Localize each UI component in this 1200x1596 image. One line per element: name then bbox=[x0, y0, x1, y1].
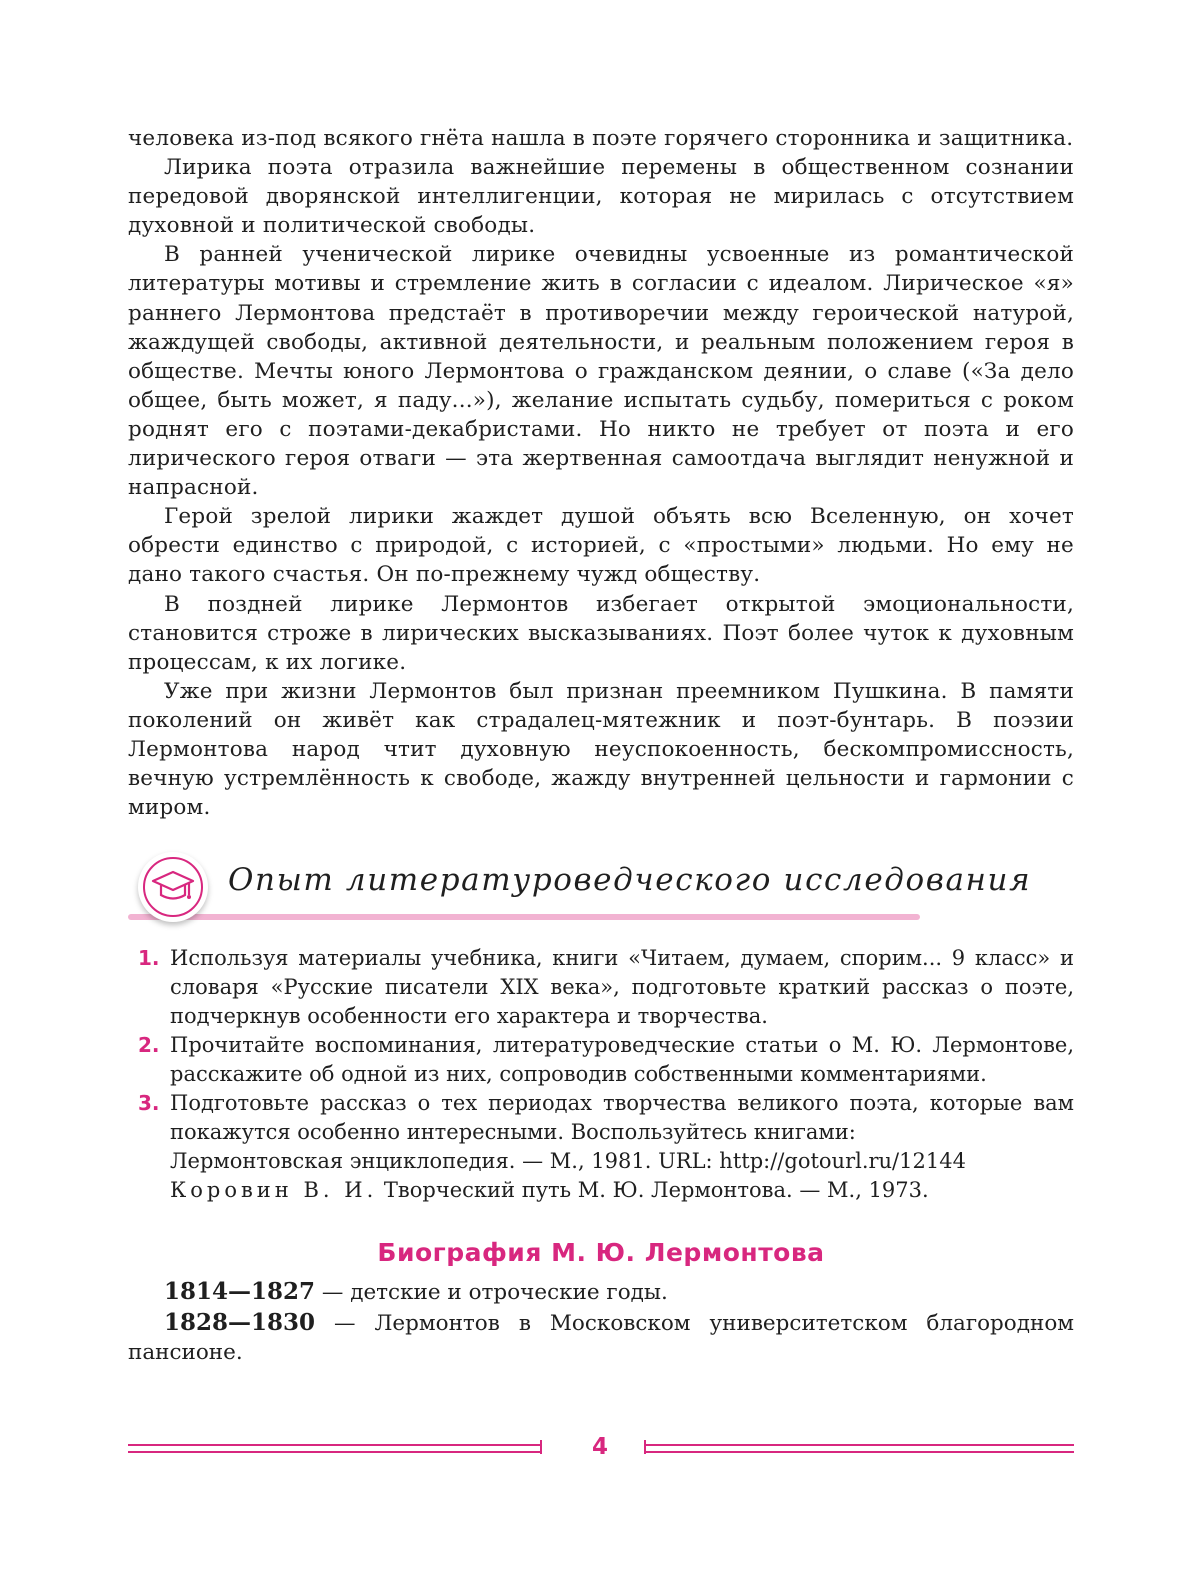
task-item bbox=[128, 1089, 1074, 1205]
task-text: Прочитайте воспоминания, литературоведческие статьи о М. Ю. Лермонтове, расскажите об одной из них, сопроводив собственными комментариями. bbox=[170, 1032, 1074, 1086]
page-content bbox=[128, 124, 1074, 1367]
reference-author: Коровин В. И. bbox=[170, 1177, 378, 1202]
task-number: 1. bbox=[138, 946, 160, 971]
biography-heading: Биография М. Ю. Лермонтова bbox=[377, 1238, 825, 1268]
task-number: 2. bbox=[138, 1032, 160, 1057]
paragraph: человека из-под всякого гнёта нашла в поэте горячего сторонника и защитника. bbox=[128, 126, 1074, 151]
task-number: 3. bbox=[138, 1090, 160, 1115]
paragraph: Герой зрелой лирики жаждет душой объять всю Вселенную, он хочет обрести единство с природой, с историей, с «простыми» людьми. Но ему не дано такого счастья. Он по-прежнему чужд обществу. bbox=[128, 504, 1074, 588]
entry-text: — Лермонтов в Московском университетском благородном пансионе. bbox=[128, 1310, 1074, 1365]
task-text: Используя материалы учебника, книги «Читаем, думаем, спорим... 9 класс» и словаря «Русские писатели XIX века», подготовьте краткий рассказ о поэте, подчеркнув особенности его характера и творчества. bbox=[170, 946, 1074, 1029]
paragraph: В поздней лирике Лермонтов избегает открытой эмоциональности, становится строже в лирических высказываниях. Поэт более чуток к духовным процессам, к их логике. bbox=[128, 591, 1074, 675]
entry-date: 1814—1827 bbox=[164, 1278, 316, 1306]
task-text: Подготовьте рассказ о тех периодах творчества великого поэта, которые вам покажутся особенно интересными. Воспользуйтесь книгами: bbox=[170, 1090, 1074, 1144]
footer-rule-left bbox=[128, 1444, 540, 1453]
page-footer bbox=[128, 1436, 1074, 1466]
section-title: Опыт литературоведческого исследования bbox=[228, 862, 1032, 899]
entry-text: — детские и отроческие годы. bbox=[315, 1280, 668, 1306]
reference: Лермонтовская энциклопедия. — М., 1981. URL: http://gotourl.ru/12144 bbox=[170, 1148, 966, 1173]
page-number: 4 bbox=[591, 1434, 608, 1460]
paragraph: Уже при жизни Лермонтов был признан преемником Пушкина. В памяти поколений он живёт как страдалец-мятежник и поэт-бунтарь. В поэзии Лермонтова народ чтит духовную неуспокоенность, бескомпромиссность, вечную устремлённость к свободе, жажду внутренней цельности и гармонии с миром. bbox=[128, 678, 1074, 821]
biography-entry bbox=[128, 1308, 1074, 1367]
biography-list bbox=[128, 1277, 1074, 1366]
paragraph: Лирика поэта отразила важнейшие перемены в общественном сознании передовой дворянской интеллигенции, которая не мирилась с отсутствием духовной и политической свободы. bbox=[128, 155, 1074, 239]
paragraph: В ранней ученической лирике очевидны усвоенные из романтической литературы мотивы и стремление жить в согласии с идеалом. Лирическое «я» раннего Лермонтова предстаёт в противоречии между героической натурой, жаждущей свободы, активной деятельности, и реальным положением героя в обществе. Мечты юного Лермонтова о гражданском деянии, о славе («За дело общее, быть может, я паду...»), желание испытать судьбу, помериться с роком роднят его с поэтами-декабристами. Но никто не требует от поэта и его лирического героя отваги — эта жертвенная самоотдача выглядит ненужной и напрасной. bbox=[128, 242, 1074, 501]
body-text bbox=[128, 124, 1074, 822]
task-item bbox=[128, 944, 1074, 1031]
footer-rule-right bbox=[644, 1444, 1074, 1453]
research-section-header bbox=[128, 852, 1074, 932]
task-item bbox=[128, 1031, 1074, 1089]
reference-title: Творческий путь М. Ю. Лермонтова. — М., 1973. bbox=[377, 1177, 929, 1202]
reference bbox=[170, 1176, 1074, 1205]
footer-tick bbox=[540, 1440, 542, 1454]
research-badge bbox=[138, 852, 208, 922]
biography-entry bbox=[128, 1277, 1074, 1307]
task-list bbox=[128, 944, 1074, 1204]
entry-date: 1828—1830 bbox=[164, 1308, 316, 1336]
graduation-cap-icon bbox=[151, 869, 195, 905]
section-underline bbox=[128, 914, 920, 920]
